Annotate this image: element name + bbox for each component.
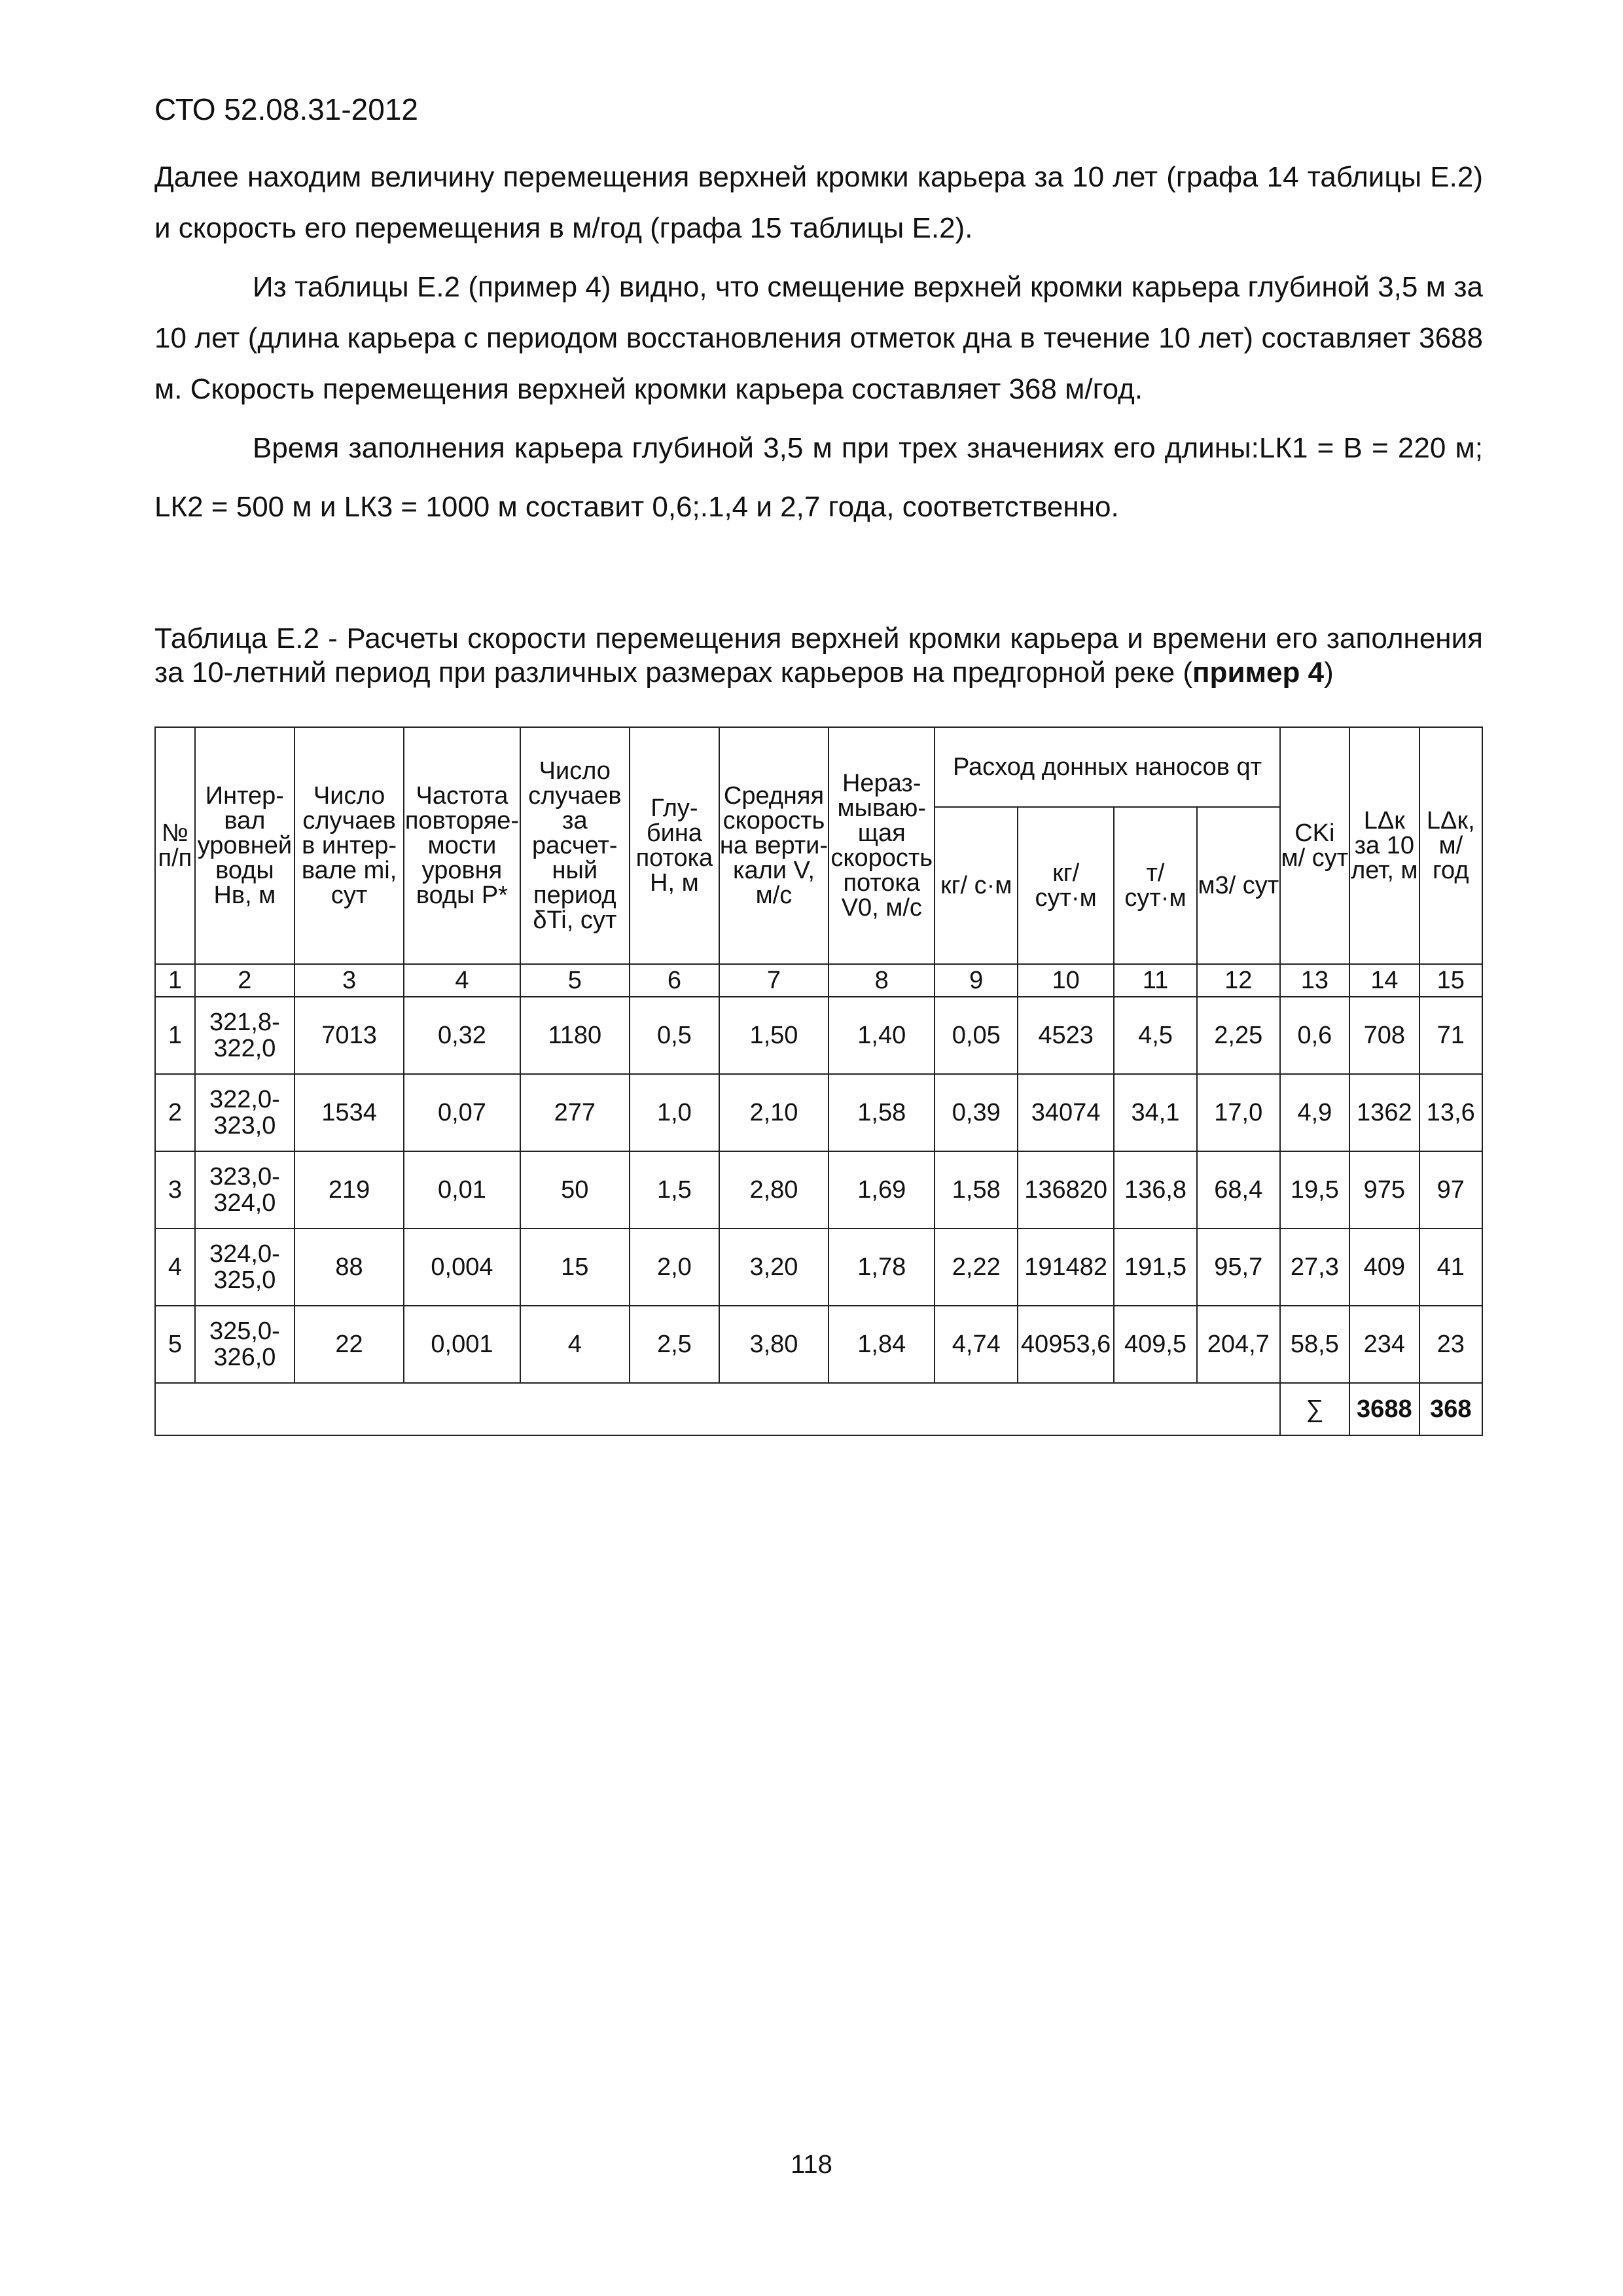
table-cell: 40953,6 [1018,1306,1114,1383]
col-number: 2 [195,964,294,997]
table-cell: 1180 [520,997,630,1074]
table-cell: 708 [1349,997,1419,1074]
table-cell: 136820 [1018,1151,1114,1229]
table-cell: 23 [1419,1306,1482,1383]
table-cell: 3,80 [719,1306,829,1383]
paragraph-2: Из таблицы Е.2 (пример 4) видно, что смещение верхней кромки карьера глубиной 3,5 м за 10 лет (длина карьера с периодом восстановления отметок дна в течение 10 лет) составляет 3688 м. Скорость перемещения верхней кромки карьера составляет 368 м/год. [154,271,1483,405]
table-cell: 1 [155,997,195,1074]
column-numbers-row [155,964,1482,997]
table-cell: 34,1 [1114,1074,1197,1151]
table-cell: 0,39 [935,1074,1018,1151]
table-cell: 97 [1419,1151,1482,1229]
header-water-level-interval: Интер-вал уровней воды Hв, м [195,727,294,964]
sum-spacer [155,1383,1280,1435]
table-cell: 1,58 [829,1074,935,1151]
table-cell: 204,7 [1197,1306,1280,1383]
header-m3-per-day: м3/ сут [1197,807,1280,964]
table-row [155,1229,1482,1306]
table-cell: 0,01 [404,1151,520,1229]
table-cell: 68,4 [1197,1151,1280,1229]
table-cell: 4,74 [935,1306,1018,1383]
table-caption [154,622,1483,690]
table-cell: 1534 [294,1074,404,1151]
table-cell: 322,0-323,0 [195,1074,294,1151]
header-t-per-day-m: т/ сут·м [1114,807,1197,964]
table-cell: 1,84 [829,1306,935,1383]
table-cell: 13,6 [1419,1074,1482,1151]
table-cell: 975 [1349,1151,1419,1229]
caption-end: ) [1324,656,1334,689]
page-number: 118 [791,2150,832,2179]
table-cell: 324,0-325,0 [195,1229,294,1306]
table-cell: 50 [520,1151,630,1229]
table-cell: 3,20 [719,1229,829,1306]
table-cell: 277 [520,1074,630,1151]
table-cell: 4 [520,1306,630,1383]
table-cell: 2,80 [719,1151,829,1229]
table-cell: 1,50 [719,997,829,1074]
table-cell: 1,78 [829,1229,935,1306]
header-cases-in-period: Число случаев за расчет-ный период δTi, сут [520,727,630,964]
table-cell: 1,69 [829,1151,935,1229]
table-cell: 0,6 [1280,997,1349,1074]
header-non-erosive-velocity: Нераз-мываю-щая скорость потока V0, м/с [829,727,935,964]
col-number: 3 [294,964,404,997]
header-kg-per-day-m: кг/ сут·м [1018,807,1114,964]
header-kg-per-s-m: кг/ с·м [935,807,1018,964]
table-cell: 2 [155,1074,195,1151]
table-cell: 0,001 [404,1306,520,1383]
table-cell: 0,05 [935,997,1018,1074]
table-cell: 3 [155,1151,195,1229]
table-cell: 17,0 [1197,1074,1280,1151]
data-table [154,726,1483,1436]
header-sediment-discharge: Расход донных наносов qт [935,727,1279,807]
col-number: 9 [935,964,1018,997]
table-cell: 1,58 [935,1151,1018,1229]
table-cell: 2,22 [935,1229,1018,1306]
col-number: 4 [404,964,520,997]
header-flow-depth: Глу-бина потока H, м [630,727,719,964]
col-number: 6 [630,964,719,997]
sum-total-per-year: 368 [1419,1383,1482,1435]
caption-bold: пример 4 [1192,656,1325,689]
col-number: 14 [1349,964,1419,997]
table-cell: 2,0 [630,1229,719,1306]
table-cell: 4523 [1018,997,1114,1074]
table-cell: 191482 [1018,1229,1114,1306]
caption-text: Таблица Е.2 - Расчеты скорости перемещения верхней кромки карьера и времени его заполнения за 10-летний период при различных размерах карьеров на предгорной реке ( [154,622,1483,689]
table-cell: 71 [1419,997,1482,1074]
table-row [155,1306,1482,1383]
table-row [155,1074,1482,1151]
table-cell: 0,32 [404,997,520,1074]
table-cell: 136,8 [1114,1151,1197,1229]
table-cell: 1,5 [630,1151,719,1229]
table-cell: 88 [294,1229,404,1306]
table-cell: 0,07 [404,1074,520,1151]
col-number: 5 [520,964,630,997]
table-cell: 2,5 [630,1306,719,1383]
header-row-number: № п/п [155,727,195,964]
table-cell: 7013 [294,997,404,1074]
col-number: 8 [829,964,935,997]
table-cell: 191,5 [1114,1229,1197,1306]
table-cell: 41 [1419,1229,1482,1306]
table-cell: 19,5 [1280,1151,1349,1229]
table-cell: 34074 [1018,1074,1114,1151]
paragraph-3: Время заполнения карьера глубиной 3,5 м при трех значениях его длины:LК1 = B = 220 м; LК2 = 500 м и LК3 = 1000 м составит 0,6;.1,4 и 2,7 года, соответственно. [154,432,1483,523]
table-cell: 321,8-322,0 [195,997,294,1074]
table-cell: 219 [294,1151,404,1229]
paragraph-1: Далее находим величину перемещения верхней кромки карьера за 10 лет (графа 14 таблицы Е.2) и скорость его перемещения в м/год (графа 15 таблицы Е.2). [154,161,1483,244]
table-cell: 409 [1349,1229,1419,1306]
table-row [155,1151,1482,1229]
header-shift-per-year: LΔк, м/ год [1419,727,1482,964]
sum-symbol: ∑ [1280,1383,1349,1435]
table-cell: 22 [294,1306,404,1383]
col-number: 11 [1114,964,1197,997]
sum-row [155,1383,1482,1435]
table-cell: 0,004 [404,1229,520,1306]
table-cell: 234 [1349,1306,1419,1383]
col-number: 12 [1197,964,1280,997]
table-cell: 27,3 [1280,1229,1349,1306]
col-number: 1 [155,964,195,997]
table-cell: 4,5 [1114,997,1197,1074]
table-cell: 2,25 [1197,997,1280,1074]
header-mean-velocity: Средняя скорость на верти-кали V, м/с [719,727,829,964]
table-cell: 1362 [1349,1074,1419,1151]
header-cases-in-interval: Число случаев в интер-вале mi, сут [294,727,404,964]
header-frequency: Частота повторяе-мости уровня воды P* [404,727,520,964]
header-cki: CKi м/ сут [1280,727,1349,964]
document-code: СТО 52.08.31-2012 [154,92,418,126]
table-cell: 1,40 [829,997,935,1074]
col-number: 10 [1018,964,1114,997]
table-cell: 4 [155,1229,195,1306]
table-cell: 325,0-326,0 [195,1306,294,1383]
table-cell: 58,5 [1280,1306,1349,1383]
col-number: 13 [1280,964,1349,997]
sum-total-10-years: 3688 [1349,1383,1419,1435]
col-number: 15 [1419,964,1482,997]
table-cell: 1,0 [630,1074,719,1151]
table-cell: 409,5 [1114,1306,1197,1383]
table-cell: 4,9 [1280,1074,1349,1151]
col-number: 7 [719,964,829,997]
table-cell: 323,0-324,0 [195,1151,294,1229]
table-cell: 15 [520,1229,630,1306]
table-row [155,997,1482,1074]
table-cell: 0,5 [630,997,719,1074]
header-shift-10-years: LΔк за 10 лет, м [1349,727,1419,964]
table-cell: 95,7 [1197,1229,1280,1306]
table-cell: 2,10 [719,1074,829,1151]
table-cell: 5 [155,1306,195,1383]
